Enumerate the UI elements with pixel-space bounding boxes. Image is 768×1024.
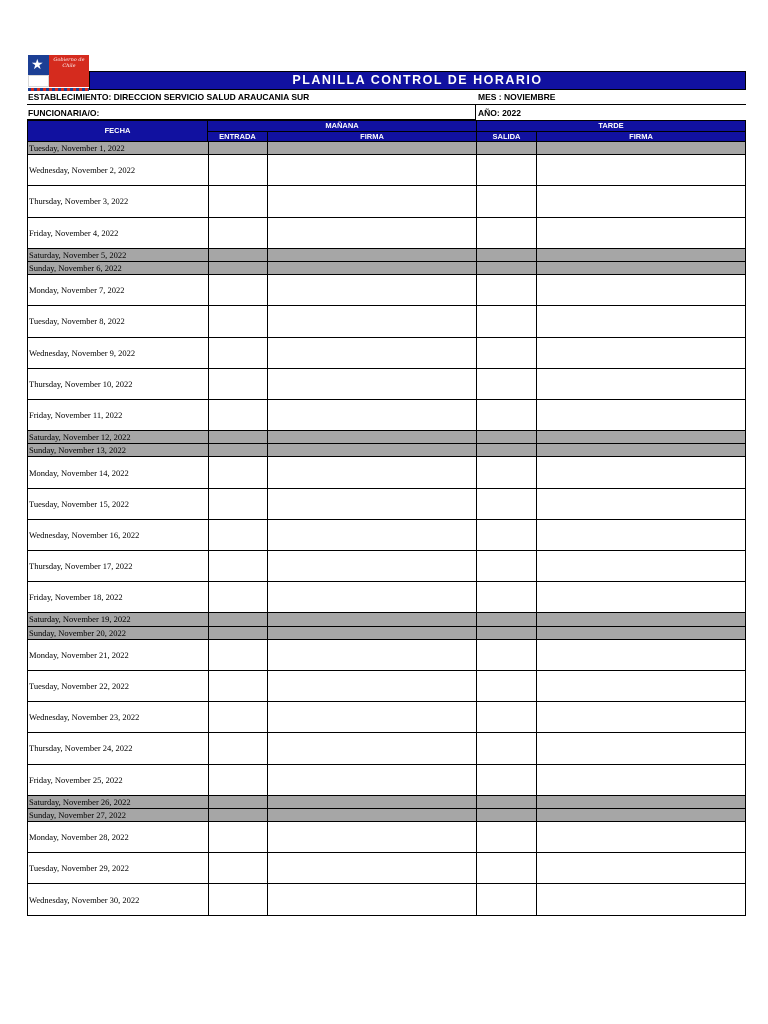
firma-tarde-cell[interactable] — [537, 884, 746, 914]
salida-cell[interactable] — [477, 582, 537, 612]
salida-cell — [477, 796, 537, 808]
table-row-weekend — [27, 809, 746, 822]
divider — [27, 104, 746, 105]
firma-manana-cell[interactable] — [268, 520, 477, 550]
entrada-cell — [209, 444, 268, 456]
entrada-cell[interactable] — [209, 765, 268, 795]
entrada-cell — [209, 627, 268, 639]
table-row — [27, 765, 746, 796]
star-icon: ★ — [31, 56, 44, 72]
firma-manana-cell[interactable] — [268, 671, 477, 701]
date-cell: Tuesday, November 1, 2022 — [28, 142, 209, 154]
entrada-cell[interactable] — [209, 822, 268, 852]
salida-cell — [477, 142, 537, 154]
firma-manana-cell — [268, 262, 477, 274]
salida-cell — [477, 262, 537, 274]
date-cell: Saturday, November 5, 2022 — [28, 249, 209, 261]
firma-tarde-cell[interactable] — [537, 369, 746, 399]
firma-tarde-cell[interactable] — [537, 582, 746, 612]
date-cell: Sunday, November 20, 2022 — [28, 627, 209, 639]
firma-manana-cell — [268, 249, 477, 261]
firma-manana-cell[interactable] — [268, 338, 477, 368]
firma-tarde-cell[interactable] — [537, 822, 746, 852]
firma-manana-cell — [268, 627, 477, 639]
date-cell: Tuesday, November 8, 2022 — [28, 306, 209, 336]
table-row-weekend — [27, 444, 746, 457]
logo-white-block — [28, 75, 49, 87]
firma-tarde-cell — [537, 613, 746, 625]
date-cell: Wednesday, November 23, 2022 — [28, 702, 209, 732]
date-cell: Thursday, November 3, 2022 — [28, 186, 209, 216]
date-cell: Wednesday, November 9, 2022 — [28, 338, 209, 368]
table-row-weekend — [27, 249, 746, 262]
entrada-cell — [209, 262, 268, 274]
entrada-cell[interactable] — [209, 582, 268, 612]
logo-text: Gobierno de Chile — [53, 57, 85, 69]
header-fecha: FECHA — [27, 120, 208, 142]
entrada-cell[interactable] — [209, 155, 268, 185]
entrada-cell[interactable] — [209, 733, 268, 763]
table-row — [27, 582, 746, 613]
header-salida: SALIDA — [476, 131, 537, 142]
salida-cell[interactable] — [477, 218, 537, 248]
date-cell: Friday, November 11, 2022 — [28, 400, 209, 430]
firma-tarde-cell[interactable] — [537, 155, 746, 185]
salida-cell[interactable] — [477, 551, 537, 581]
table-row — [27, 218, 746, 249]
salida-cell[interactable] — [477, 400, 537, 430]
entrada-cell[interactable] — [209, 338, 268, 368]
salida-cell[interactable] — [477, 671, 537, 701]
header-entrada: ENTRADA — [207, 131, 268, 142]
salida-cell[interactable] — [477, 520, 537, 550]
firma-tarde-cell[interactable] — [537, 702, 746, 732]
establecimiento-label: ESTABLECIMIENTO: DIRECCION SERVICIO SALUD ARAUCANIA SUR — [28, 92, 310, 102]
logo-blue-block — [28, 55, 49, 75]
firma-tarde-cell[interactable] — [537, 733, 746, 763]
firma-manana-cell[interactable] — [268, 306, 477, 336]
salida-cell[interactable] — [477, 733, 537, 763]
salida-cell[interactable] — [477, 853, 537, 883]
firma-tarde-cell[interactable] — [537, 400, 746, 430]
entrada-cell[interactable] — [209, 369, 268, 399]
firma-manana-cell[interactable] — [268, 186, 477, 216]
date-cell: Wednesday, November 16, 2022 — [28, 520, 209, 550]
date-cell: Friday, November 4, 2022 — [28, 218, 209, 248]
table-row-weekend — [27, 796, 746, 809]
date-cell: Sunday, November 13, 2022 — [28, 444, 209, 456]
date-cell: Tuesday, November 15, 2022 — [28, 489, 209, 519]
table-row — [27, 186, 746, 217]
table-row — [27, 338, 746, 369]
entrada-cell[interactable] — [209, 853, 268, 883]
date-cell: Monday, November 21, 2022 — [28, 640, 209, 670]
table-row — [27, 306, 746, 337]
salida-cell[interactable] — [477, 275, 537, 305]
entrada-cell[interactable] — [209, 186, 268, 216]
entrada-cell[interactable] — [209, 306, 268, 336]
salida-cell[interactable] — [477, 702, 537, 732]
date-cell: Friday, November 18, 2022 — [28, 582, 209, 612]
firma-manana-cell[interactable] — [268, 155, 477, 185]
salida-cell[interactable] — [477, 369, 537, 399]
anio-label: AÑO: 2022 — [478, 108, 521, 118]
table-row-weekend — [27, 142, 746, 155]
entrada-cell[interactable] — [209, 702, 268, 732]
header-firma-tarde: FIRMA — [536, 131, 746, 142]
salida-cell[interactable] — [477, 489, 537, 519]
firma-manana-cell — [268, 142, 477, 154]
date-cell: Thursday, November 24, 2022 — [28, 733, 209, 763]
salida-cell[interactable] — [477, 155, 537, 185]
firma-tarde-cell — [537, 262, 746, 274]
table-row — [27, 457, 746, 488]
salida-cell — [477, 809, 537, 821]
salida-cell[interactable] — [477, 640, 537, 670]
attendance-table — [27, 141, 746, 916]
firma-manana-cell[interactable] — [268, 884, 477, 914]
salida-cell — [477, 444, 537, 456]
firma-manana-cell[interactable] — [268, 733, 477, 763]
mes-label: MES : NOVIEMBRE — [478, 92, 556, 102]
firma-manana-cell[interactable] — [268, 640, 477, 670]
table-row — [27, 884, 746, 915]
table-row — [27, 400, 746, 431]
firma-tarde-cell — [537, 431, 746, 443]
table-row — [27, 702, 746, 733]
table-row — [27, 853, 746, 884]
firma-manana-cell[interactable] — [268, 702, 477, 732]
firma-tarde-cell — [537, 627, 746, 639]
entrada-cell[interactable] — [209, 884, 268, 914]
table-row — [27, 520, 746, 551]
page-title: PLANILLA CONTROL DE HORARIO — [89, 71, 746, 90]
firma-tarde-cell[interactable] — [537, 275, 746, 305]
firma-manana-cell[interactable] — [268, 551, 477, 581]
table-row-weekend — [27, 613, 746, 626]
firma-manana-cell[interactable] — [268, 489, 477, 519]
firma-manana-cell[interactable] — [268, 218, 477, 248]
firma-manana-cell[interactable] — [268, 582, 477, 612]
date-cell: Friday, November 25, 2022 — [28, 765, 209, 795]
gobierno-de-chile-logo — [28, 55, 89, 91]
table-row — [27, 489, 746, 520]
entrada-cell[interactable] — [209, 671, 268, 701]
entrada-cell[interactable] — [209, 551, 268, 581]
header-manana: MAÑANA — [207, 120, 477, 132]
firma-tarde-cell — [537, 444, 746, 456]
entrada-cell — [209, 431, 268, 443]
date-cell: Saturday, November 12, 2022 — [28, 431, 209, 443]
header-firma-manana: FIRMA — [267, 131, 477, 142]
salida-cell — [477, 249, 537, 261]
firma-tarde-cell — [537, 796, 746, 808]
header-tarde: TARDE — [476, 120, 746, 132]
firma-tarde-cell — [537, 142, 746, 154]
table-row — [27, 155, 746, 186]
table-row — [27, 640, 746, 671]
table-row — [27, 551, 746, 582]
firma-tarde-cell — [537, 809, 746, 821]
firma-tarde-cell[interactable] — [537, 765, 746, 795]
table-row-weekend — [27, 262, 746, 275]
table-row — [27, 671, 746, 702]
firma-tarde-cell[interactable] — [537, 853, 746, 883]
date-cell: Saturday, November 26, 2022 — [28, 796, 209, 808]
firma-tarde-cell[interactable] — [537, 306, 746, 336]
firma-tarde-cell[interactable] — [537, 551, 746, 581]
firma-manana-cell — [268, 613, 477, 625]
salida-cell[interactable] — [477, 306, 537, 336]
entrada-cell[interactable] — [209, 218, 268, 248]
table-row-weekend — [27, 627, 746, 640]
date-cell: Saturday, November 19, 2022 — [28, 613, 209, 625]
firma-tarde-cell[interactable] — [537, 520, 746, 550]
salida-cell[interactable] — [477, 457, 537, 487]
date-cell: Thursday, November 10, 2022 — [28, 369, 209, 399]
entrada-cell — [209, 613, 268, 625]
date-cell: Monday, November 14, 2022 — [28, 457, 209, 487]
entrada-cell[interactable] — [209, 400, 268, 430]
firma-tarde-cell[interactable] — [537, 218, 746, 248]
firma-manana-cell[interactable] — [268, 822, 477, 852]
divider — [475, 104, 476, 120]
firma-manana-cell — [268, 431, 477, 443]
salida-cell[interactable] — [477, 884, 537, 914]
entrada-cell — [209, 796, 268, 808]
salida-cell[interactable] — [477, 765, 537, 795]
firma-manana-cell[interactable] — [268, 765, 477, 795]
date-cell: Thursday, November 17, 2022 — [28, 551, 209, 581]
firma-tarde-cell[interactable] — [537, 671, 746, 701]
firma-manana-cell — [268, 796, 477, 808]
date-cell: Sunday, November 27, 2022 — [28, 809, 209, 821]
date-cell: Monday, November 7, 2022 — [28, 275, 209, 305]
salida-cell — [477, 613, 537, 625]
entrada-cell — [209, 809, 268, 821]
entrada-cell[interactable] — [209, 520, 268, 550]
entrada-cell[interactable] — [209, 489, 268, 519]
entrada-cell[interactable] — [209, 457, 268, 487]
salida-cell[interactable] — [477, 338, 537, 368]
salida-cell[interactable] — [477, 822, 537, 852]
table-row-weekend — [27, 431, 746, 444]
date-cell: Wednesday, November 2, 2022 — [28, 155, 209, 185]
salida-cell — [477, 431, 537, 443]
entrada-cell[interactable] — [209, 640, 268, 670]
table-row — [27, 275, 746, 306]
firma-manana-cell — [268, 809, 477, 821]
entrada-cell — [209, 249, 268, 261]
entrada-cell[interactable] — [209, 275, 268, 305]
salida-cell[interactable] — [477, 186, 537, 216]
firma-tarde-cell[interactable] — [537, 457, 746, 487]
date-cell: Sunday, November 6, 2022 — [28, 262, 209, 274]
table-row — [27, 369, 746, 400]
date-cell: Monday, November 28, 2022 — [28, 822, 209, 852]
date-cell: Tuesday, November 22, 2022 — [28, 671, 209, 701]
firma-manana-cell[interactable] — [268, 853, 477, 883]
salida-cell — [477, 627, 537, 639]
date-cell: Wednesday, November 30, 2022 — [28, 884, 209, 914]
firma-tarde-cell[interactable] — [537, 186, 746, 216]
firma-tarde-cell — [537, 249, 746, 261]
date-cell: Tuesday, November 29, 2022 — [28, 853, 209, 883]
firma-manana-cell — [268, 444, 477, 456]
table-row — [27, 733, 746, 764]
entrada-cell — [209, 142, 268, 154]
firma-tarde-cell[interactable] — [537, 489, 746, 519]
funcionario-label[interactable]: FUNCIONARIA/O: — [28, 108, 100, 118]
firma-manana-cell[interactable] — [268, 400, 477, 430]
firma-manana-cell[interactable] — [268, 275, 477, 305]
logo-stripe — [28, 88, 89, 91]
table-row — [27, 822, 746, 853]
firma-tarde-cell[interactable] — [537, 640, 746, 670]
firma-tarde-cell[interactable] — [537, 338, 746, 368]
firma-manana-cell[interactable] — [268, 369, 477, 399]
firma-manana-cell[interactable] — [268, 457, 477, 487]
